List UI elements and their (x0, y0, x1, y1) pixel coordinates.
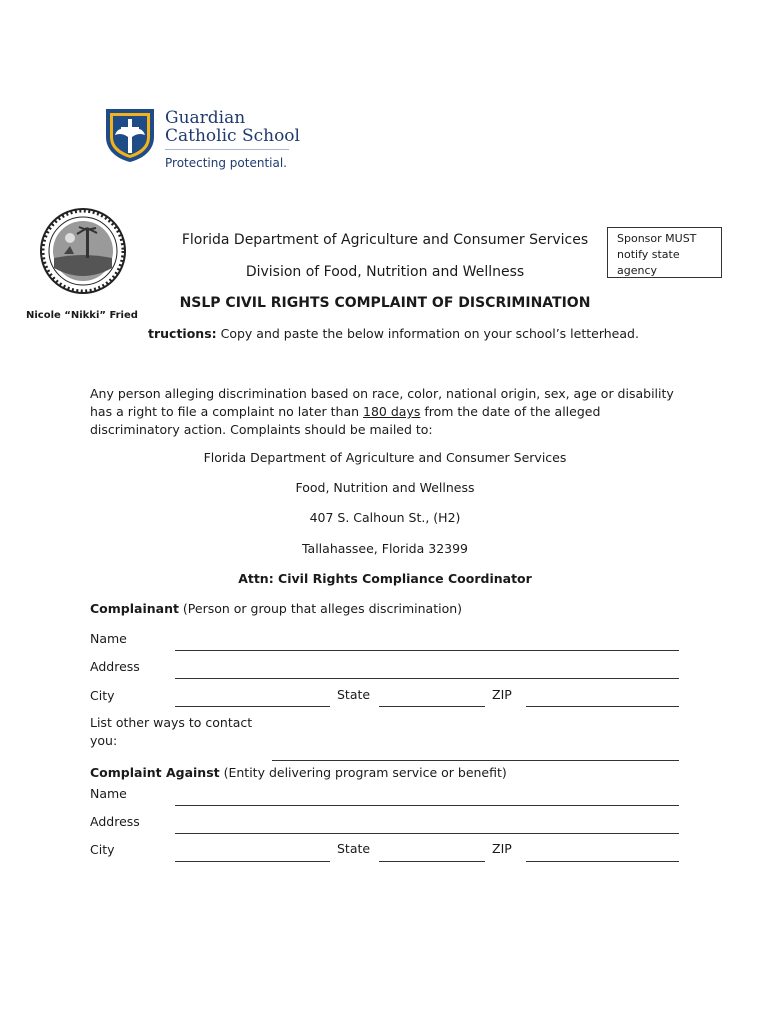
respondent-city-label: City (90, 842, 115, 857)
complainant-name-field[interactable] (175, 650, 679, 651)
sponsor-notice-box (607, 227, 722, 278)
school-name-line1: Guardian (165, 108, 246, 128)
instructions-label: tructions: (148, 326, 217, 341)
complainant-other-contact-label: List other ways to contact you: (90, 715, 253, 748)
intro-part1: Any person alleging discrimination based on race, color, national origin, sex, age or disability has a right to file a complaint no later than (90, 386, 674, 419)
respondent-zip-label: ZIP (492, 841, 512, 856)
respondent-address-label: Address (90, 814, 140, 829)
complainant-name-label: Name (90, 631, 127, 646)
intro-deadline: 180 days (363, 404, 421, 419)
respondent-state-label: State (337, 841, 371, 856)
division-name: Division of Food, Nutrition and Wellness (245, 264, 525, 280)
intro-part2: from the date of the alleged discriminatory action. Complaints should be mailed to: (90, 404, 601, 437)
school-shield-logo-icon (104, 107, 156, 163)
school-tagline: Protecting potential. (165, 156, 287, 170)
form-title: NSLP CIVIL RIGHTS COMPLAINT OF DISCRIMINATION (179, 295, 591, 311)
respondent-address-field[interactable] (175, 833, 679, 834)
complainant-city-label: City (90, 688, 115, 703)
school-name-line2: Catholic School (165, 126, 300, 146)
logo-divider (165, 149, 289, 150)
complainant-state-field[interactable] (379, 706, 485, 707)
mailing-address-line2: Food, Nutrition and Wellness (295, 480, 475, 495)
complainant-other-contact-field[interactable] (272, 760, 679, 761)
mailing-address-line4: Tallahassee, Florida 32399 (301, 541, 469, 556)
complainant-zip-field[interactable] (526, 706, 679, 707)
instructions (148, 326, 639, 341)
complaint-against-heading-subtitle: (Entity delivering program service or benefit) (219, 765, 507, 780)
respondent-zip-field[interactable] (526, 861, 679, 862)
complainant-heading-subtitle: (Person or group that alleges discrimination) (178, 601, 463, 616)
complainant-zip-label: ZIP (492, 687, 512, 702)
commissioner-name: Nicole “Nikki” Fried (26, 310, 138, 321)
florida-state-seal-icon (40, 208, 126, 294)
complainant-city-field[interactable] (175, 706, 330, 707)
complainant-state-label: State (337, 687, 371, 702)
mailing-attn: Attn: Civil Rights Compliance Coordinator (238, 571, 532, 586)
instructions-text: Copy and paste the below information on your school’s letterhead. (216, 326, 639, 341)
respondent-state-field[interactable] (379, 861, 485, 862)
department-name: Florida Department of Agriculture and Consumer Services (181, 232, 589, 248)
school-name (165, 109, 300, 145)
complainant-address-label: Address (90, 659, 140, 674)
respondent-name-label: Name (90, 786, 127, 801)
sponsor-notice-text: Sponsor MUST notify state agency (617, 232, 697, 277)
complainant-heading (90, 601, 462, 616)
mailing-address-line1: Florida Department of Agriculture and Consumer Services (203, 450, 567, 465)
complainant-address-field[interactable] (175, 678, 679, 679)
complaint-against-heading (90, 765, 507, 780)
respondent-city-field[interactable] (175, 861, 330, 862)
intro-paragraph (90, 385, 690, 439)
complainant-heading-label: Complainant (90, 601, 179, 616)
complaint-against-heading-label: Complaint Against (90, 765, 220, 780)
mailing-address-line3: 407 S. Calhoun St., (H2) (309, 510, 461, 525)
respondent-name-field[interactable] (175, 805, 679, 806)
